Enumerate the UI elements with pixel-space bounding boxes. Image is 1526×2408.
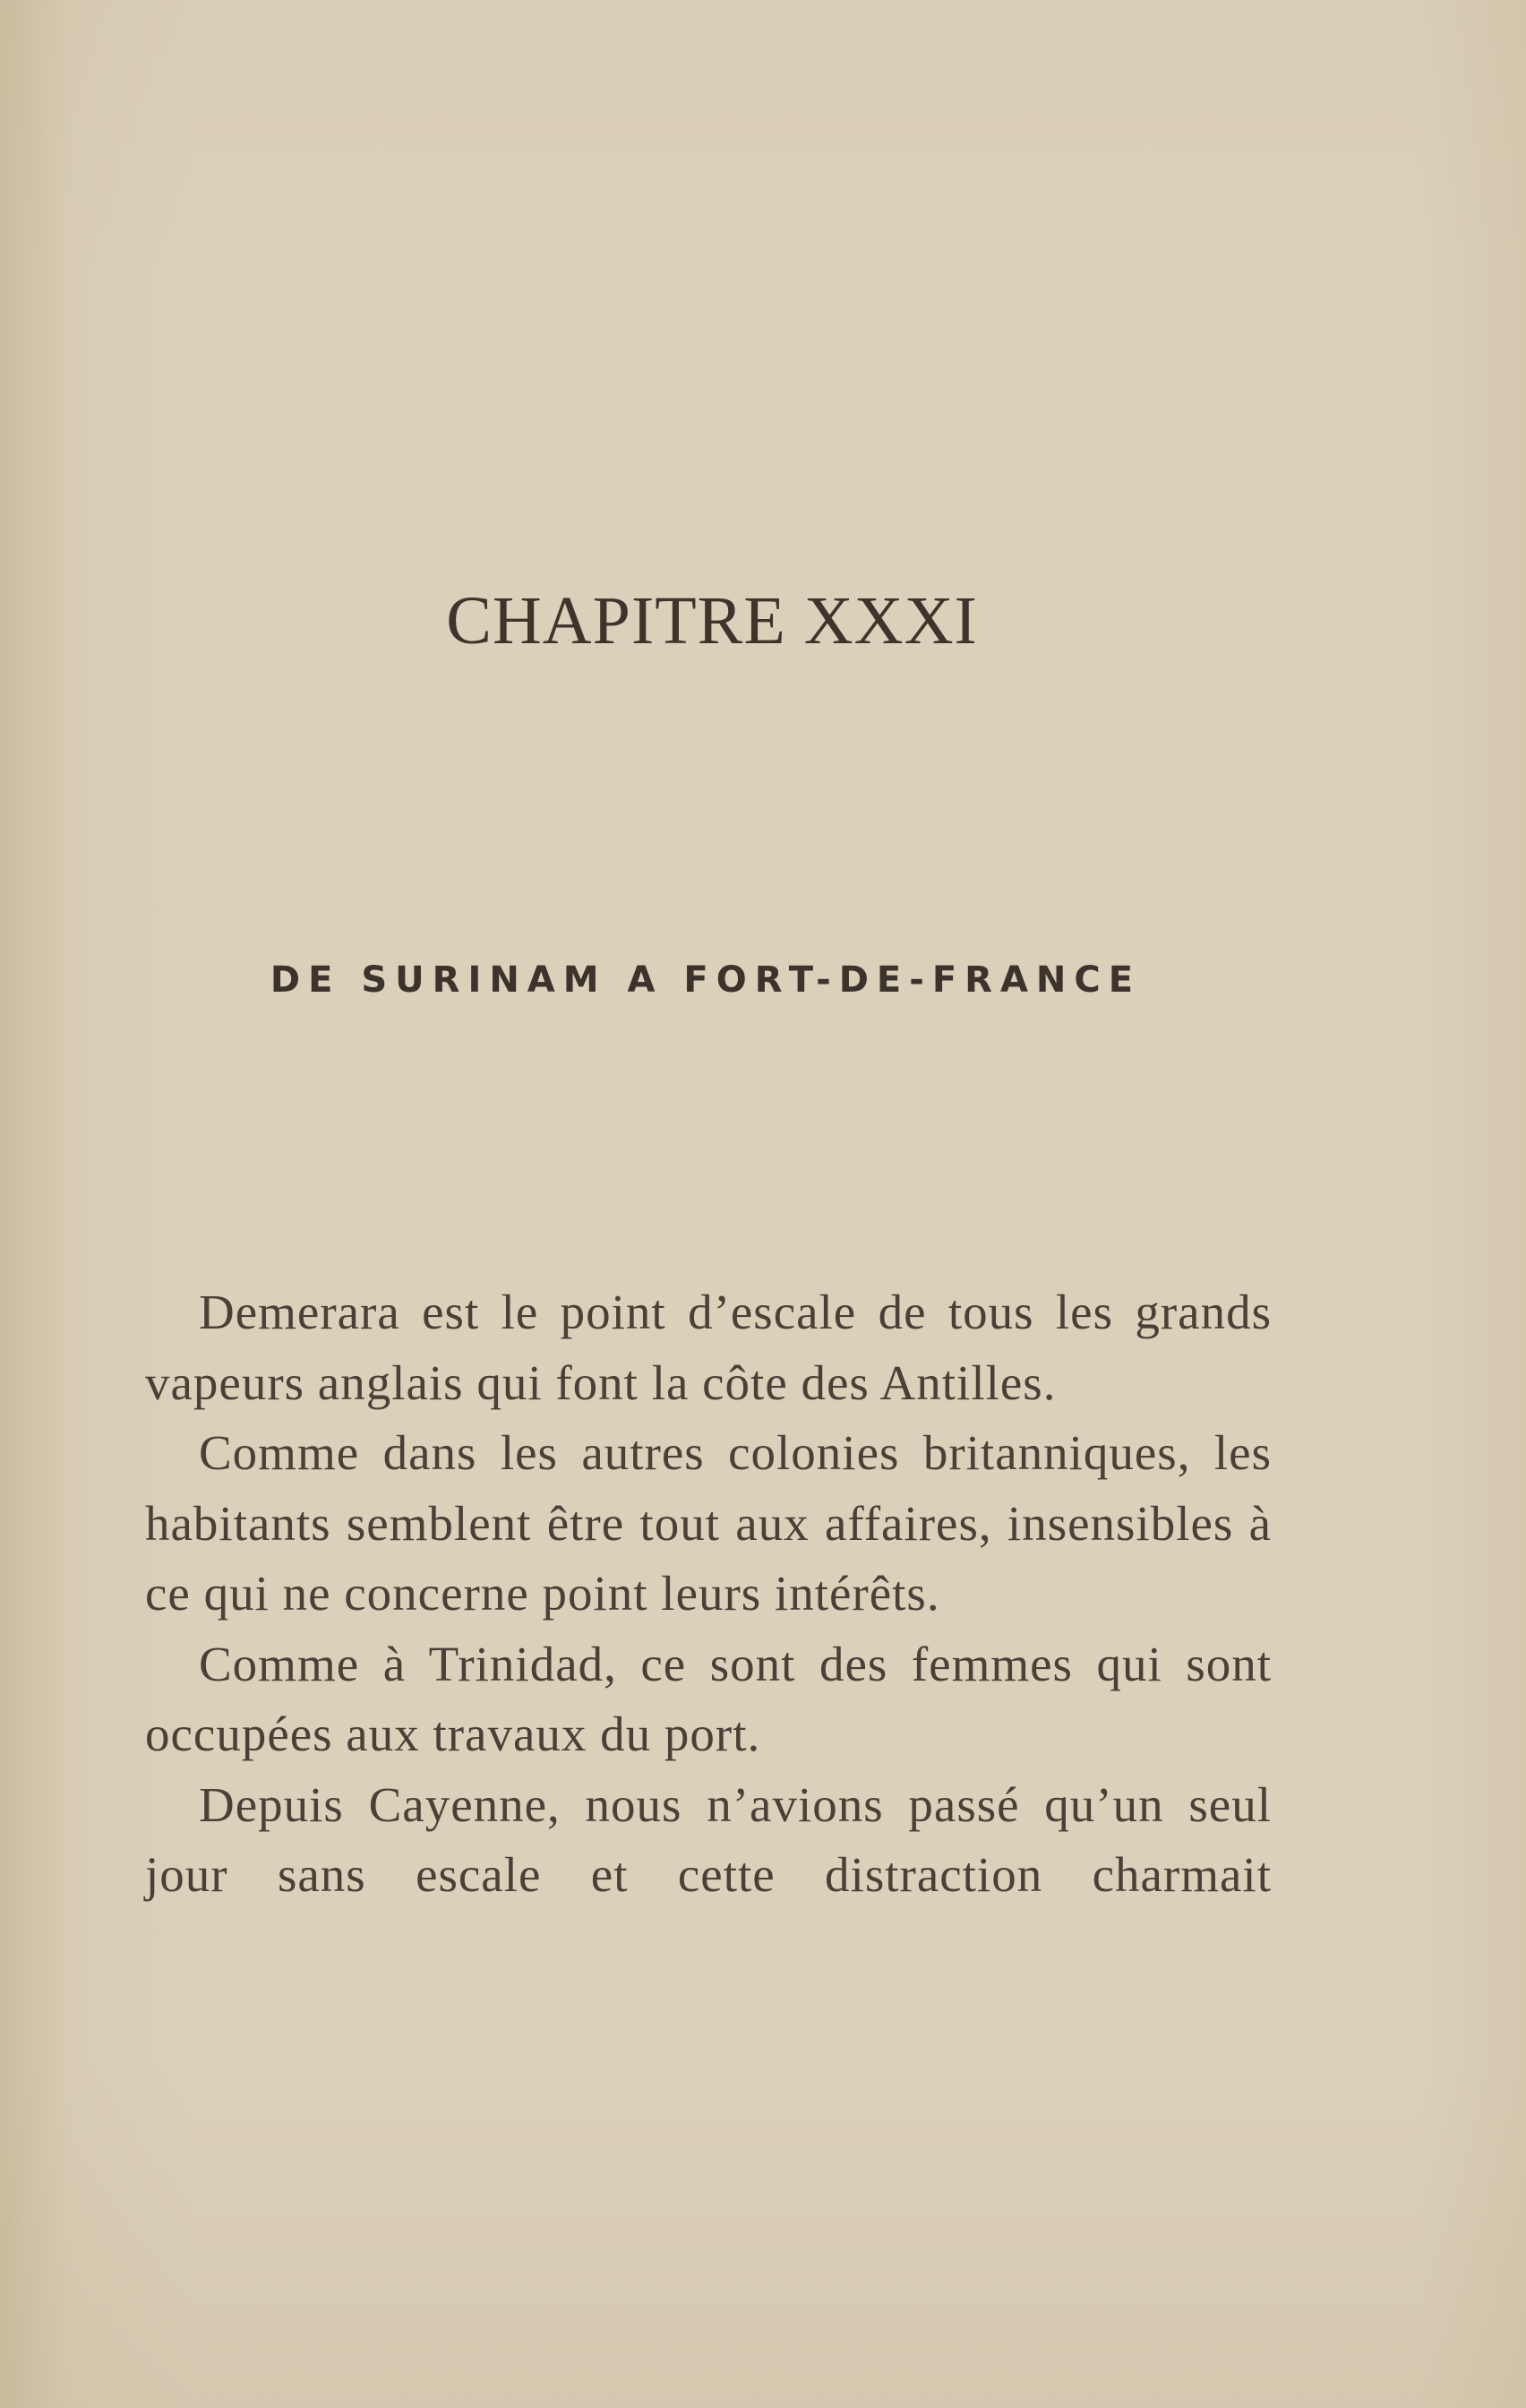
paragraph: Demerara est le point d’escale de tous les grands vapeurs anglais qui font la côte des Antilles. (145, 1285, 1272, 1410)
paragraph: Comme dans les autres colonies britanniques, les habitants semblent être tout aux affaires, insensibles à ce qui ne concerne point leurs intérêts. (145, 1425, 1272, 1621)
chapter-subtitle: DE SURINAM A FORT-DE-FRANCE (270, 959, 1142, 1001)
chapter-heading: CHAPITRE XXXI (446, 583, 978, 658)
paragraph: Comme à Trinidad, ce sont des femmes qui sont occupées aux travaux du port. (145, 1636, 1272, 1761)
paragraph: Depuis Cayenne, nous n’avions passé qu’un seul jour sans escale et cette distraction charmait (145, 1776, 1272, 1902)
body-text (145, 1277, 1272, 1911)
